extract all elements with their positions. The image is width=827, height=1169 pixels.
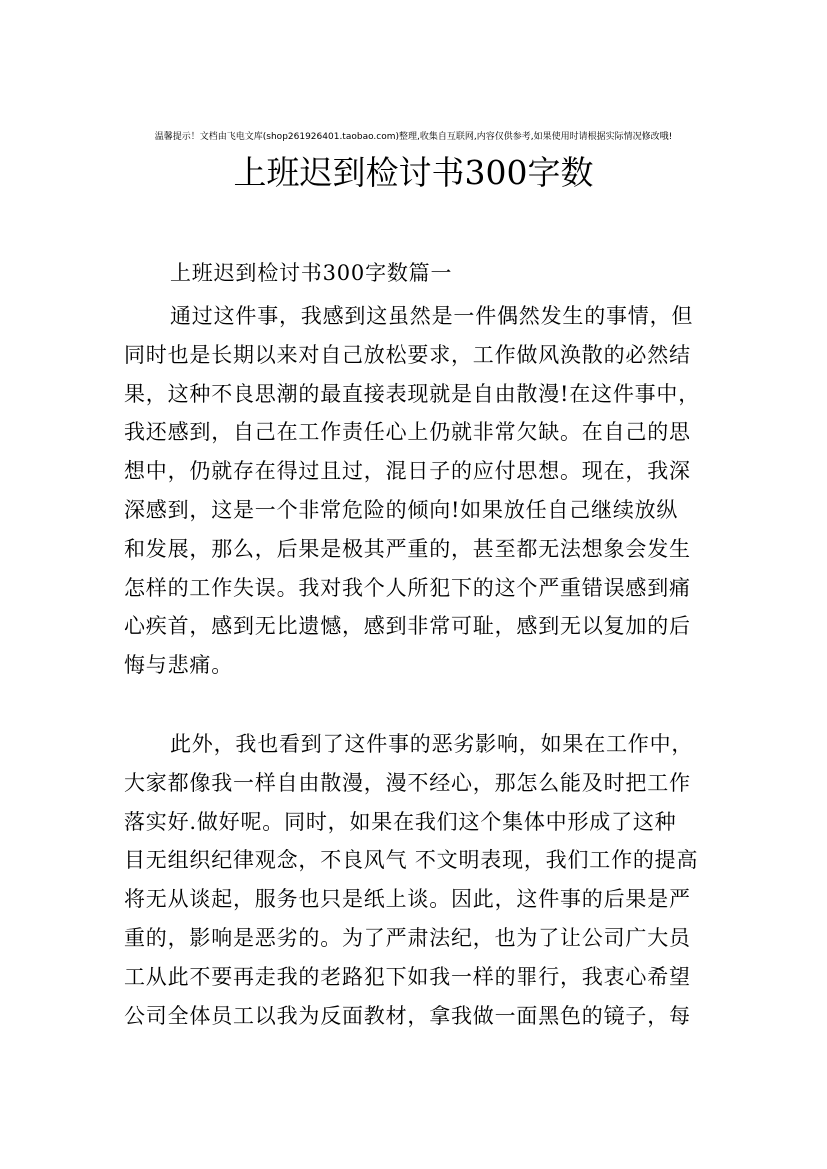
paragraph-line: 此外，我也看到了这件事的恶劣影响，如果在工作中，	[170, 732, 694, 756]
paragraph-1	[124, 297, 710, 685]
paragraph-line: 怎样的工作失误。我对我个人所犯下的这个严重错误感到痛	[124, 575, 691, 600]
document-title: 上班迟到检讨书300字数	[233, 153, 594, 192]
paragraph-line: 同时也是长期以来对自己放松要求，工作做风涣散的必然结	[124, 342, 691, 367]
paragraph-line: 深感到，这是一个非常危险的倾向!如果放任自己继续放纵	[124, 497, 679, 522]
paragraph-line: 和发展，那么，后果是极其严重的，甚至都无法想象会发生	[124, 536, 691, 561]
paragraph-line: 大家都像我一样自由散漫，漫不经心，那怎么能及时把工作	[124, 770, 691, 795]
section-heading: 上班迟到检讨书300字数篇一	[170, 261, 453, 285]
paragraph-line: 想中，仍就存在得过且过，混日子的应付思想。现在，我深	[124, 459, 691, 484]
paragraph-line: 落实好.做好呢。同时，如果在我们这个集体中形成了这种	[124, 809, 677, 834]
paragraph-line: 果，这种不良思潮的最直接表现就是自由散漫!在这件事中，	[124, 381, 701, 406]
paragraph-line: 工从此不要再走我的老路犯下如我一样的罪行，我衷心希望	[124, 964, 691, 989]
paragraph-line: 心疾首，感到无比遗憾，感到非常可耻，感到无以复加的后	[124, 614, 691, 639]
paragraph-line: 目无组织纪律观念，不良风气 不文明表现，我们工作的提高	[124, 848, 699, 873]
paragraph-line: 将无从谈起，服务也只是纸上谈。因此，这件事的后果是严	[124, 887, 691, 912]
paragraph-line: 重的，影响是恶劣的。为了严肃法纪，也为了让公司广大员	[124, 925, 691, 950]
paragraph-line: 公司全体员工以我为反面教材，拿我做一面黑色的镜子，每	[124, 1003, 691, 1028]
paragraph-line: 悔与悲痛。	[124, 653, 233, 678]
paragraph-2	[124, 725, 710, 1035]
paragraph-line: 我还感到，自己在工作责任心上仍就非常欠缺。在自己的思	[124, 420, 691, 445]
paragraph-line: 通过这件事，我感到这虽然是一件偶然发生的事情，但	[170, 304, 694, 328]
header-notice: 温馨提示！文档由飞电文库(shop261926401.taobao.com)整理,收集自互联网,内容仅供参考,如果使用时请根据实际情况修改哦!	[154, 132, 673, 142]
